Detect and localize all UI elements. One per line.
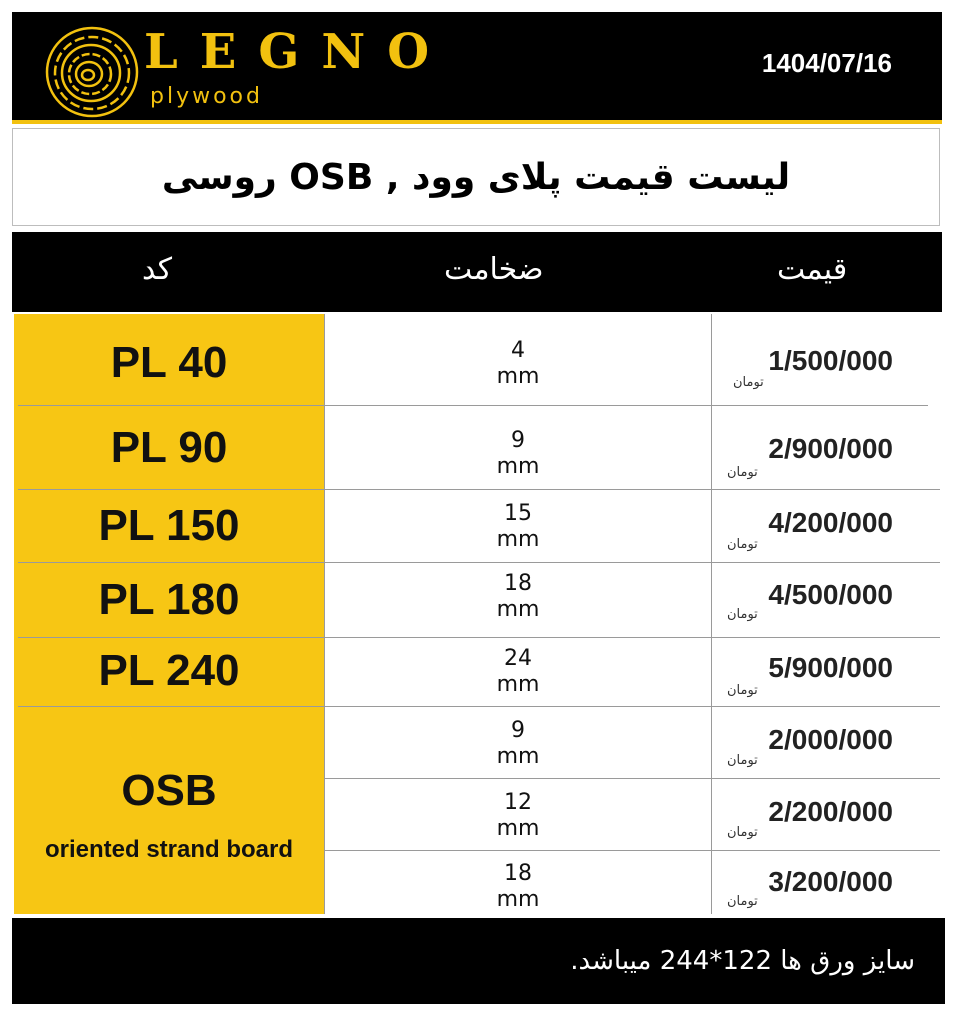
currency-label: تومان bbox=[727, 894, 758, 909]
row-code: PL 90 bbox=[110, 423, 228, 472]
title-box bbox=[12, 128, 940, 226]
thickness-unit: mm bbox=[496, 744, 540, 769]
row-price: 2/200/000 bbox=[768, 796, 893, 827]
row-price: 4/500/000 bbox=[768, 579, 893, 610]
thickness-value: 18 bbox=[504, 571, 532, 596]
row-price: 3/200/000 bbox=[768, 866, 893, 897]
row-divider bbox=[18, 562, 940, 563]
row-code: PL 180 bbox=[98, 575, 240, 624]
row-code: PL 150 bbox=[98, 501, 240, 550]
row-price: 2/000/000 bbox=[768, 724, 893, 755]
thickness-unit: mm bbox=[496, 597, 540, 622]
row-code: PL 240 bbox=[98, 646, 240, 695]
row-price: 1/500/000 bbox=[768, 345, 893, 376]
row-thickness bbox=[325, 718, 711, 770]
header-bar bbox=[12, 12, 942, 122]
row-divider bbox=[18, 637, 940, 638]
thickness-unit: mm bbox=[496, 816, 540, 841]
header-accent-line bbox=[12, 120, 942, 124]
osb-subtitle: oriented strand board bbox=[44, 836, 294, 863]
footer-note: سایز ورق ها 122*244 میباشد. bbox=[570, 946, 915, 976]
row-divider bbox=[18, 405, 928, 406]
row-divider bbox=[18, 706, 940, 707]
column-header-code: کد bbox=[142, 252, 173, 287]
currency-label: تومان bbox=[727, 753, 758, 768]
thickness-unit: mm bbox=[496, 672, 540, 697]
row-price: 2/900/000 bbox=[768, 433, 893, 464]
wood-rings-icon bbox=[42, 22, 142, 122]
row-thickness bbox=[325, 790, 711, 842]
thickness-value: 9 bbox=[511, 428, 525, 453]
row-thickness bbox=[325, 501, 711, 553]
brand-name: LEGNO bbox=[144, 24, 452, 80]
row-thickness bbox=[325, 338, 711, 390]
row-thickness bbox=[325, 646, 711, 698]
brand-subtitle: plywood bbox=[150, 84, 263, 109]
row-divider bbox=[324, 850, 940, 851]
row-price: 5/900/000 bbox=[768, 652, 893, 683]
currency-label: تومان bbox=[727, 607, 758, 622]
thickness-unit: mm bbox=[496, 454, 540, 479]
currency-label: تومان bbox=[727, 683, 758, 698]
page-title: لیست قیمت پلای وود , OSB روسی bbox=[161, 156, 791, 198]
thickness-value: 15 bbox=[504, 501, 532, 526]
row-divider bbox=[18, 489, 940, 490]
column-header-price: قیمت bbox=[777, 252, 848, 287]
thickness-unit: mm bbox=[496, 887, 540, 912]
currency-label: تومان bbox=[727, 537, 758, 552]
osb-code: OSB bbox=[121, 766, 217, 815]
thickness-value: 9 bbox=[511, 718, 525, 743]
row-code: PL 40 bbox=[110, 338, 228, 387]
column-divider bbox=[711, 314, 712, 914]
thickness-value: 18 bbox=[504, 861, 532, 886]
date-label: 1404/07/16 bbox=[761, 48, 892, 78]
thickness-value: 4 bbox=[511, 338, 525, 363]
column-header-thickness: ضخامت bbox=[444, 252, 544, 287]
row-price: 4/200/000 bbox=[768, 507, 893, 538]
thickness-unit: mm bbox=[496, 527, 540, 552]
currency-label: تومان bbox=[733, 375, 764, 390]
row-divider bbox=[324, 778, 940, 779]
row-thickness bbox=[325, 428, 711, 480]
row-thickness bbox=[325, 571, 711, 623]
currency-label: تومان bbox=[727, 465, 758, 480]
footer-bar bbox=[12, 918, 945, 1004]
row-thickness bbox=[325, 861, 711, 913]
thickness-value: 24 bbox=[504, 646, 532, 671]
thickness-unit: mm bbox=[496, 364, 540, 389]
table-header bbox=[12, 232, 942, 312]
thickness-value: 12 bbox=[504, 790, 532, 815]
currency-label: تومان bbox=[727, 825, 758, 840]
